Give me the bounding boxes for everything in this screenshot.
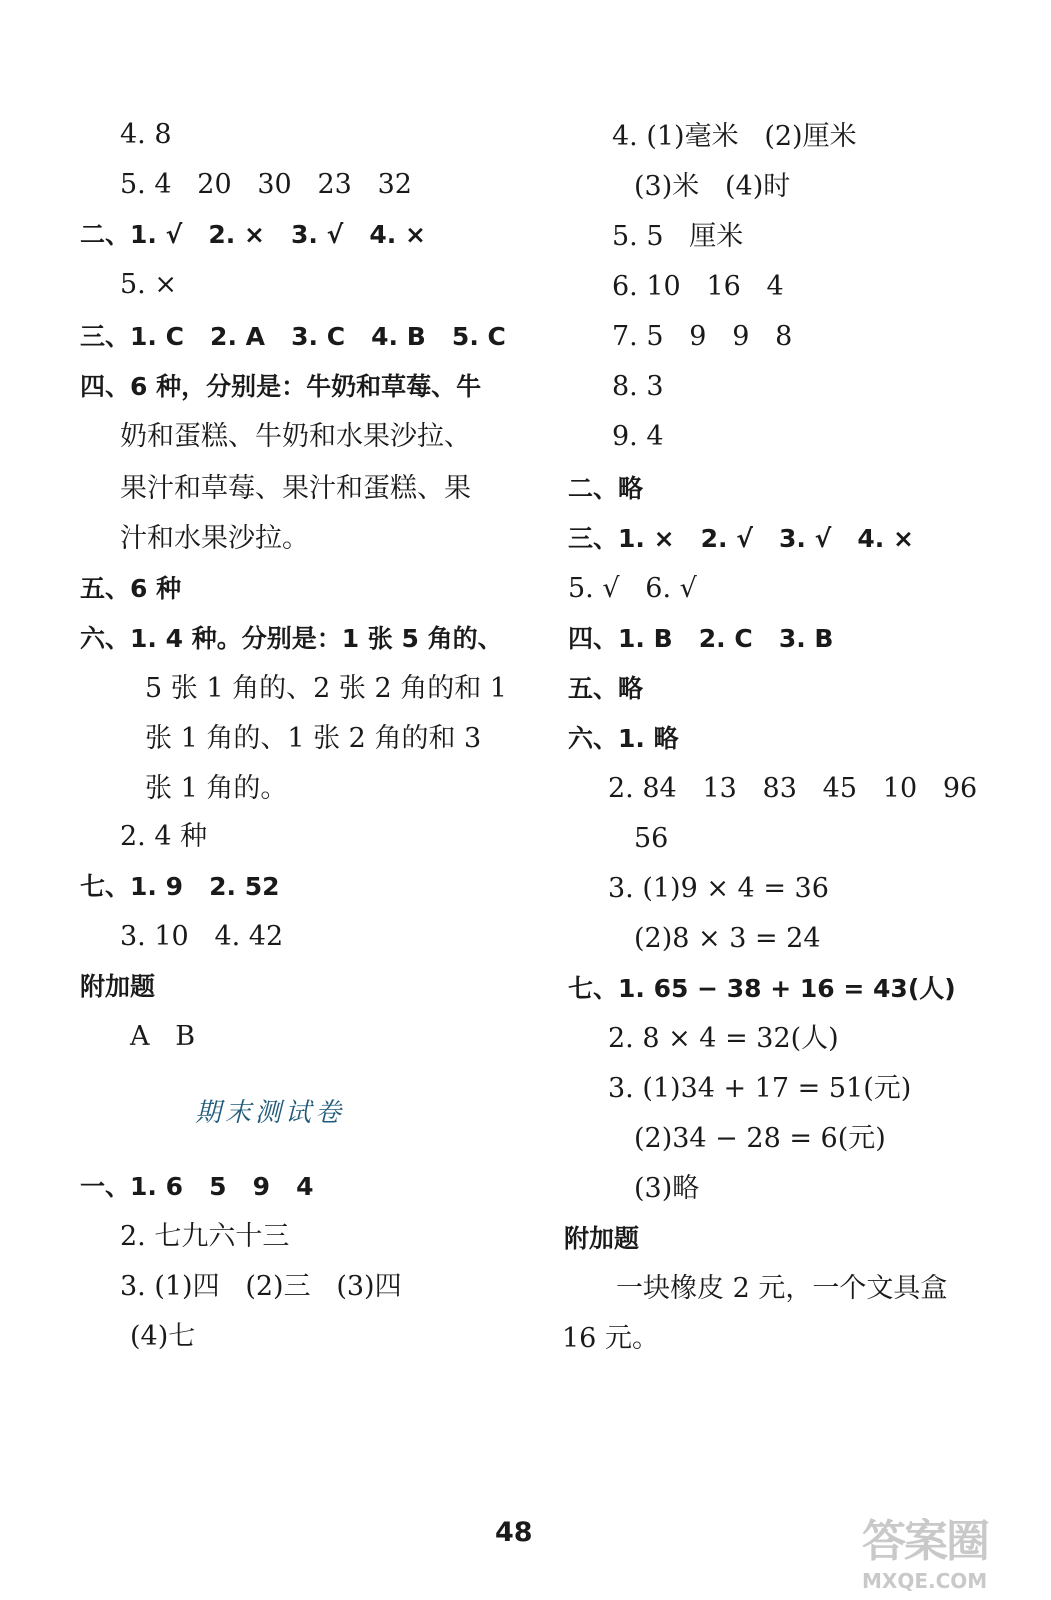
answer-line: 五、6 种 — [80, 574, 182, 603]
answer-line: 5. 4 20 30 23 32 — [120, 169, 412, 200]
answer-line: 四、1. B 2. C 3. B — [568, 624, 834, 653]
page-number: 48 — [495, 1517, 533, 1548]
answer-line: 3. (1)34 + 17 = 51(元) — [608, 1073, 912, 1104]
answer-line: 奶和蛋糕、牛奶和水果沙拉、 — [120, 421, 471, 452]
answer-line: 2. 8 × 4 = 32(人) — [608, 1023, 839, 1054]
answer-line: 56 — [634, 823, 669, 854]
answer-line: 7. 5 9 9 8 — [612, 321, 793, 352]
answer-line: 一块橡皮 2 元，一个文具盒 — [616, 1273, 948, 1304]
answer-line: 一、1. 6 5 9 4 — [80, 1172, 314, 1201]
answer-line: 二、略 — [568, 474, 644, 503]
section-title: 期末测试卷 — [195, 1098, 346, 1128]
answer-line: 张 1 角的。 — [145, 773, 288, 804]
answer-line: 6. 10 16 4 — [612, 271, 784, 302]
answer-line: 2. 84 13 83 45 10 96 — [608, 773, 978, 804]
answer-line: 5. × — [120, 269, 177, 300]
answer-line: 五、略 — [568, 674, 644, 703]
answer-line: A B — [130, 1021, 196, 1052]
answer-line: 汁和水果沙拉。 — [120, 523, 309, 554]
answer-line: 8. 3 — [612, 371, 664, 402]
answer-line: 5. √ 6. √ — [568, 573, 697, 604]
answer-line: 三、1. C 2. A 3. C 4. B 5. C — [80, 322, 506, 351]
watermark-url: MXQE.COM — [862, 1569, 988, 1593]
answer-line: 3. (1)四 (2)三 (3)四 — [120, 1271, 402, 1302]
answer-line: 4. 8 — [120, 119, 172, 150]
watermark — [862, 1505, 1042, 1595]
answer-line: (4)七 — [130, 1321, 196, 1352]
answer-line: (3)米 (4)时 — [634, 171, 791, 202]
answer-line: (2)8 × 3 = 24 — [634, 923, 821, 954]
answer-line: 六、1. 略 — [568, 724, 679, 753]
answer-line: 2. 4 种 — [120, 821, 208, 852]
answer-line: (2)34 − 28 = 6(元) — [634, 1123, 886, 1154]
answer-line: 16 元。 — [562, 1323, 659, 1354]
answer-line: 七、1. 65 − 38 + 16 = 43(人) — [568, 974, 956, 1003]
answer-line: 5. 5 厘米 — [612, 221, 744, 252]
answer-line: 二、1. √ 2. × 3. √ 4. × — [80, 220, 426, 249]
watermark-logo-text: 答案圈 — [862, 1516, 988, 1567]
answer-line: (3)略 — [634, 1173, 700, 1204]
answer-line: 9. 4 — [612, 421, 664, 452]
answer-line: 七、1. 9 2. 52 — [80, 872, 280, 901]
answer-line: 果汁和草莓、果汁和蛋糕、果 — [120, 473, 471, 504]
answer-line: 附加题 — [564, 1224, 640, 1253]
answer-line: 四、6 种，分别是：牛奶和草莓、牛 — [80, 372, 482, 401]
answer-line: 三、1. × 2. √ 3. √ 4. × — [568, 524, 914, 553]
answer-line: 4. (1)毫米 (2)厘米 — [612, 121, 857, 152]
answer-line: 张 1 角的、1 张 2 角的和 3 — [145, 723, 482, 754]
answer-line: 3. 10 4. 42 — [120, 921, 284, 952]
answer-line: 2. 七九六十三 — [120, 1221, 290, 1252]
answer-line: 5 张 1 角的、2 张 2 角的和 1 — [145, 673, 507, 704]
answer-line: 六、1. 4 种。分别是：1 张 5 角的、 — [80, 624, 503, 653]
answer-line: 3. (1)9 × 4 = 36 — [608, 873, 829, 904]
answer-line: 附加题 — [80, 972, 156, 1001]
